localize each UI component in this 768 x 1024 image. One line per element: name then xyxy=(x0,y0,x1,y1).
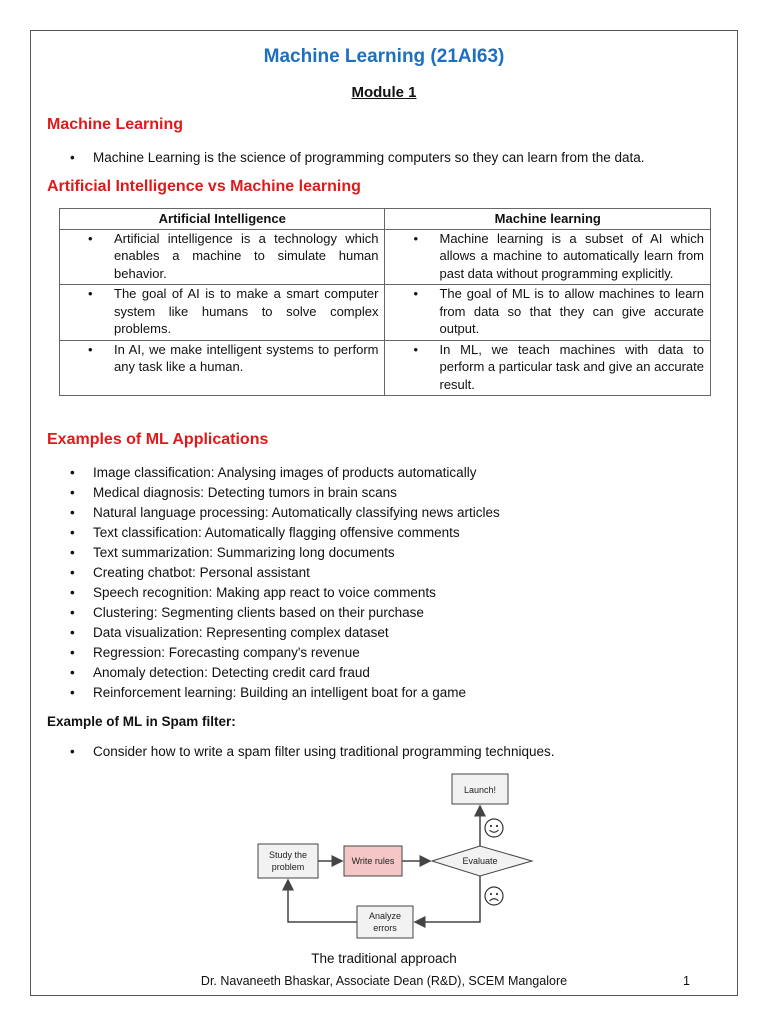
spam-filter-bullet xyxy=(70,742,708,762)
document-title: Machine Learning (21AI63) xyxy=(263,46,505,67)
happy-face-icon xyxy=(485,819,503,837)
list-item xyxy=(70,603,500,623)
table-row xyxy=(60,229,711,285)
cell-text: Machine learning is a subset of AI which allows a machine to automatically learn from past data without programming explicitly. xyxy=(439,230,704,281)
analyze-label-line2: errors xyxy=(373,923,397,933)
cell-text: The goal of AI is to make a smart computer system like humans to solve complex problems. xyxy=(114,286,379,336)
bullet-icon: • xyxy=(70,685,75,700)
cell-text: Artificial intelligence is a technology which enables a machine to simulate human behavior. xyxy=(114,230,379,281)
table-cell xyxy=(60,285,385,341)
list-item xyxy=(70,543,500,563)
list-item-text: Anomaly detection: Detecting credit card fraud xyxy=(93,665,370,680)
list-item xyxy=(70,483,500,503)
table-cell xyxy=(385,340,711,396)
spam-filter-heading: Example of ML in Spam filter: xyxy=(47,714,236,729)
bullet-icon: • xyxy=(88,230,93,246)
comparison-table xyxy=(59,208,711,396)
bullet-icon: • xyxy=(70,525,75,540)
list-item-text: Image classification: Analysing images of products automatically xyxy=(93,465,477,480)
bullet-icon: • xyxy=(70,150,75,165)
bullet-icon: • xyxy=(70,505,75,520)
list-item xyxy=(70,663,500,683)
table-row xyxy=(60,285,711,341)
list-item xyxy=(70,463,500,483)
evaluate-label: Evaluate xyxy=(462,856,498,866)
bullet-icon: • xyxy=(70,625,75,640)
bullet-icon: • xyxy=(70,585,75,600)
launch-label: Launch! xyxy=(463,785,497,795)
module-heading: Module 1 xyxy=(351,84,417,101)
bullet-icon: • xyxy=(88,341,93,357)
list-item-text: Data visualization: Representing complex dataset xyxy=(93,625,389,640)
bullet-icon: • xyxy=(70,465,75,480)
write-rules-label: Write rules xyxy=(351,856,395,866)
list-item-text: Reinforcement learning: Building an intelligent boat for a game xyxy=(93,685,466,700)
footer-author: Dr. Navaneeth Bhaskar, Associate Dean (R&D), SCEM Mangalore xyxy=(200,974,568,988)
cell-text: The goal of ML is to allow machines to learn from data so that they can give accurate output. xyxy=(439,286,704,336)
column-header-ml: Machine learning xyxy=(385,209,711,230)
bullet-icon: • xyxy=(413,341,419,357)
diagram-caption: The traditional approach xyxy=(311,951,457,966)
list-item-text: Text summarization: Summarizing long documents xyxy=(93,545,395,560)
table-cell xyxy=(60,229,385,285)
cell-text: In AI, we make intelligent systems to perform any task like a human. xyxy=(114,341,379,374)
list-item-text: Natural language processing: Automatically classifying news articles xyxy=(93,505,500,520)
bullet-icon: • xyxy=(88,286,93,301)
cell-text: In ML, we teach machines with data to perform a particular task and give an accurate result. xyxy=(439,341,704,392)
arrow-evaluate-to-analyze xyxy=(415,876,480,922)
bullet-icon: • xyxy=(70,665,75,680)
table-row xyxy=(60,340,711,396)
table-cell xyxy=(385,229,711,285)
column-header-ai: Artificial Intelligence xyxy=(60,209,385,230)
section-heading-apps: Examples of ML Applications xyxy=(47,431,269,448)
analyze-label-line1: Analyze xyxy=(368,911,402,921)
list-item-text: Regression: Forecasting company's revenue xyxy=(93,645,360,660)
sad-face-icon xyxy=(485,887,503,905)
list-item-text: Clustering: Segmenting clients based on their purchase xyxy=(93,605,424,620)
arrow-analyze-to-study xyxy=(288,880,357,922)
bullet-icon: • xyxy=(70,485,75,500)
section-heading-compare: Artificial Intelligence vs Machine learning xyxy=(47,178,361,195)
bullet-icon: • xyxy=(70,645,75,660)
table-cell xyxy=(385,285,711,341)
bullet-icon: • xyxy=(70,565,75,580)
applications-list xyxy=(70,463,500,703)
bullet-icon: • xyxy=(70,545,75,560)
page-number: 1 xyxy=(683,974,690,988)
list-item-text: Text classification: Automatically flagging offensive comments xyxy=(93,525,460,540)
list-item xyxy=(70,643,500,663)
list-item xyxy=(70,683,500,703)
list-item xyxy=(70,503,500,523)
table-cell xyxy=(60,340,385,396)
list-item xyxy=(70,583,500,603)
bullet-icon: • xyxy=(413,230,419,246)
ml-definition-text: Machine Learning is the science of programming computers so they can learn from the data. xyxy=(93,150,645,165)
bullet-icon: • xyxy=(70,744,75,759)
study-label-line1: Study the xyxy=(268,850,308,860)
bullet-icon: • xyxy=(413,286,419,301)
list-item-text: Creating chatbot: Personal assistant xyxy=(93,565,310,580)
table-header-row xyxy=(60,209,711,230)
spam-filter-text: Consider how to write a spam filter using traditional programming techniques. xyxy=(93,744,555,759)
list-item xyxy=(70,563,500,583)
study-label-line2: problem xyxy=(271,862,305,872)
traditional-approach-diagram xyxy=(250,772,540,942)
list-item xyxy=(70,523,500,543)
bullet-icon: • xyxy=(70,605,75,620)
ml-definition-bullet xyxy=(70,148,708,168)
list-item xyxy=(70,623,500,643)
list-item-text: Speech recognition: Making app react to voice comments xyxy=(93,585,436,600)
list-item-text: Medical diagnosis: Detecting tumors in brain scans xyxy=(93,485,397,500)
section-heading-ml: Machine Learning xyxy=(47,116,184,133)
